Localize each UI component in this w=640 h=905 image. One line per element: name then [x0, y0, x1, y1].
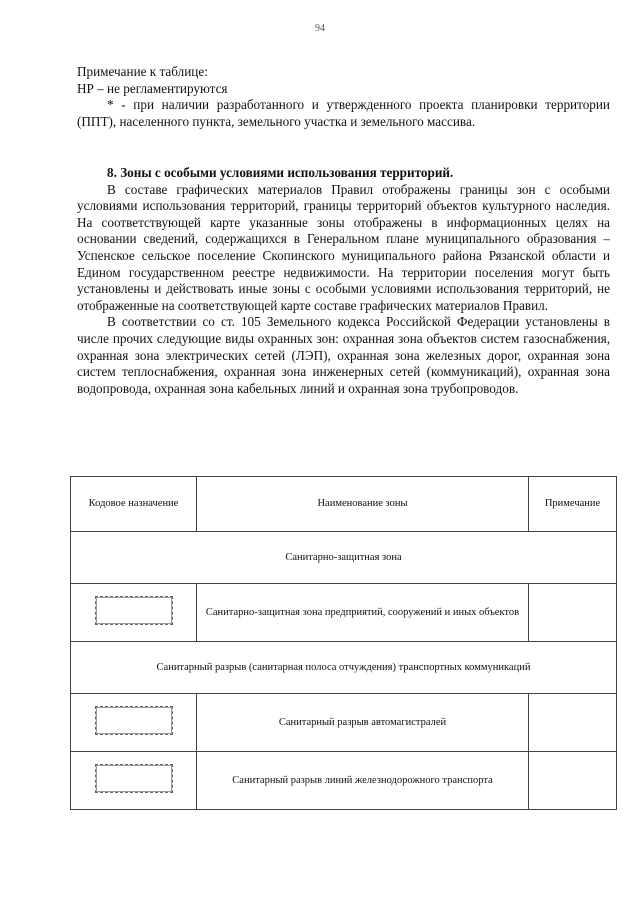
zone-note-cell	[529, 584, 617, 642]
note-line-star: * - при наличии разработанного и утвержденного проекта планировки территории (ППТ), населенного пункта, земельного участка и земельного массива.	[77, 97, 610, 129]
zones-table	[70, 476, 617, 810]
table-note	[77, 64, 610, 130]
group-sanitary-gap: Санитарный разрыв (санитарная полоса отчуждения) транспортных коммуникаций	[71, 642, 617, 694]
code-cell	[71, 584, 197, 642]
table-row	[71, 694, 617, 752]
note-title: Примечание к таблице:	[77, 64, 208, 79]
zone-name-cell: Санитарный разрыв линий железнодорожного транспорта	[197, 752, 529, 810]
section-heading: 8. Зоны с особыми условиями использования территорий.	[107, 165, 454, 180]
header-note: Примечание	[529, 477, 617, 532]
zone-symbol-icon	[95, 764, 173, 793]
note-line-nr: НР – не регламентируются	[77, 80, 228, 96]
zone-name-cell: Санитарно-защитная зона предприятий, сооружений и иных объектов	[197, 584, 529, 642]
page-number: 94	[315, 23, 325, 34]
table-row	[71, 752, 617, 810]
table-group-row	[71, 532, 617, 584]
group-sanitary-protection-zone: Санитарно-защитная зона	[71, 532, 617, 584]
table-header-row	[71, 477, 617, 532]
code-cell	[71, 752, 197, 810]
section-paragraph-1: В составе графических материалов Правил отображены границы зон с особыми условиями использования территорий, границы территорий объектов культурного наследия. На соответствующей карте указанные зоны отображены в информационных целях на основании сведений, содержащихся в Генеральном плане муниципального образования – Успенское сельское поселение Скопинского муниципального района Рязанской области и Едином государственном реестре недвижимости. На территории поселения могут быть установлены и действовать иные зоны с особыми условиями использования территорий, не отображенные на соответствующей карте составе графических материалов Правил.	[77, 181, 610, 313]
section-paragraph-2: В соответствии со ст. 105 Земельного кодекса Российской Федерации установлены в числе прочих следующие виды охранных зон: охранная зона объектов систем газоснабжения, охранная зона электрических сетей (ЛЭП), охранная зона железных дорог, охранная зона систем теплоснабжения, охранная зона инженерных сетей (коммуникаций), охранная зона водопровода, охранная зона кабельных линий и охранная зона трубопроводов.	[77, 314, 610, 396]
table-group-row	[71, 642, 617, 694]
header-code: Кодовое назначение	[71, 477, 197, 532]
table-row	[71, 584, 617, 642]
zone-note-cell	[529, 694, 617, 752]
zone-symbol-icon	[95, 706, 173, 735]
header-name: Наименование зоны	[197, 477, 529, 532]
zone-symbol-icon	[95, 596, 173, 625]
zone-name-cell: Санитарный разрыв автомагистралей	[197, 694, 529, 752]
section-zones	[77, 165, 610, 397]
code-cell	[71, 694, 197, 752]
zone-note-cell	[529, 752, 617, 810]
